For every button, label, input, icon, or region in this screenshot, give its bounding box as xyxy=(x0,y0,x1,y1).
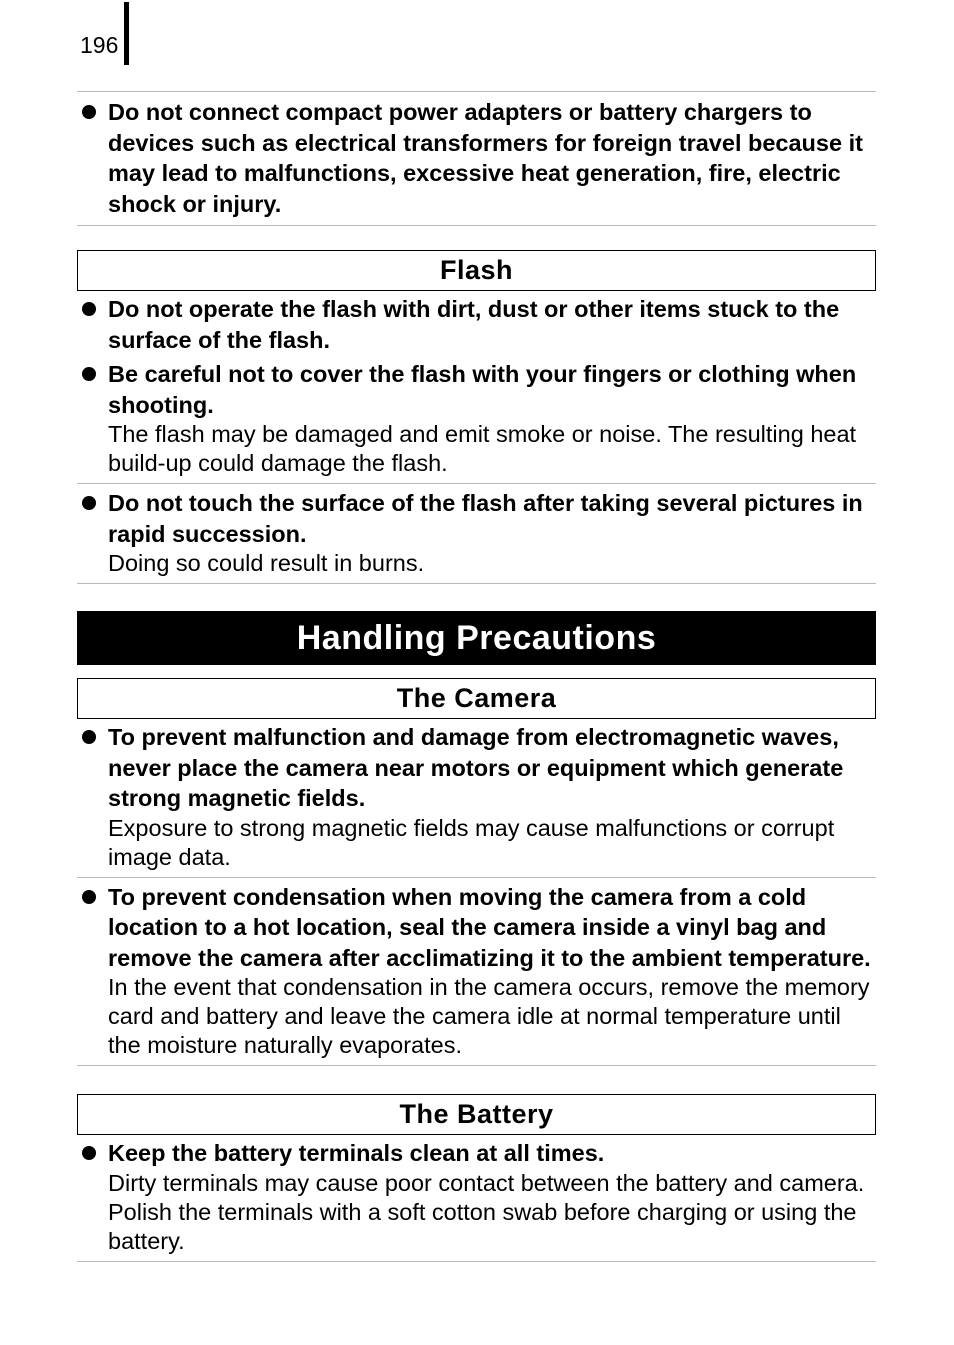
page-marker-bar xyxy=(124,2,129,65)
note-text: Dirty terminals may cause poor contact between the battery and camera. Polish the terminals with a soft cotton swab before charging or using the battery. xyxy=(108,1169,865,1254)
camera-block-2 xyxy=(77,878,876,1067)
warning-text: Do not touch the surface of the flash after taking several pictures in rapid succession. xyxy=(108,490,863,547)
note-text: In the event that condensation in the camera occurs, remove the memory card and battery and leave the camera idle at normal temperature until the moisture naturally evaporates. xyxy=(108,974,870,1058)
camera-section-title: The Camera xyxy=(77,678,876,719)
bullet-icon xyxy=(82,367,96,381)
bullet-icon xyxy=(82,496,96,510)
warning-text: Be careful not to cover the flash with your fingers or clothing when shooting. xyxy=(108,361,857,418)
page-content xyxy=(77,91,876,1262)
handling-precautions-heading: Handling Precautions xyxy=(77,611,876,665)
bullet-icon xyxy=(82,1146,96,1160)
bullet-icon xyxy=(82,890,96,904)
warning-item xyxy=(77,96,876,219)
flash-block-2 xyxy=(77,484,876,584)
note-text: Doing so could result in burns. xyxy=(108,550,425,576)
camera-block-1 xyxy=(77,719,876,878)
warning-item xyxy=(77,487,876,578)
intro-block xyxy=(77,91,876,226)
flash-section-title: Flash xyxy=(77,250,876,291)
note-text: Exposure to strong magnetic fields may cause malfunctions or corrupt image data. xyxy=(108,814,835,870)
bullet-icon xyxy=(82,105,96,119)
battery-block xyxy=(77,1135,876,1262)
bullet-icon xyxy=(82,730,96,744)
bullet-icon xyxy=(82,302,96,316)
warning-item xyxy=(77,358,876,478)
page-number: 196 xyxy=(80,32,119,58)
warning-item xyxy=(77,721,876,872)
warning-text: Do not operate the flash with dirt, dust or other items stuck to the surface of the flash. xyxy=(108,296,840,353)
warning-item xyxy=(77,293,876,355)
flash-block-1 xyxy=(77,291,876,484)
note-text: The flash may be damaged and emit smoke or noise. The resulting heat build-up could damage the flash. xyxy=(108,421,857,476)
warning-item xyxy=(77,1137,876,1256)
battery-section-title: The Battery xyxy=(77,1094,876,1135)
warning-text: To prevent malfunction and damage from electromagnetic waves, never place the camera near motors or equipment which generate strong magnetic fields. xyxy=(108,724,844,811)
warning-text: Keep the battery terminals clean at all times. xyxy=(108,1140,605,1166)
warning-item xyxy=(77,881,876,1061)
warning-text: To prevent condensation when moving the camera from a cold location to a hot location, seal the camera inside a vinyl bag and remove the camera after acclimatizing it to the ambient temperature. xyxy=(108,883,871,971)
warning-text: Do not connect compact power adapters or battery chargers to devices such as electrical transformers for foreign travel because it may lead to malfunctions, excessive heat generation, fire, electric shock or injury. xyxy=(108,99,863,217)
